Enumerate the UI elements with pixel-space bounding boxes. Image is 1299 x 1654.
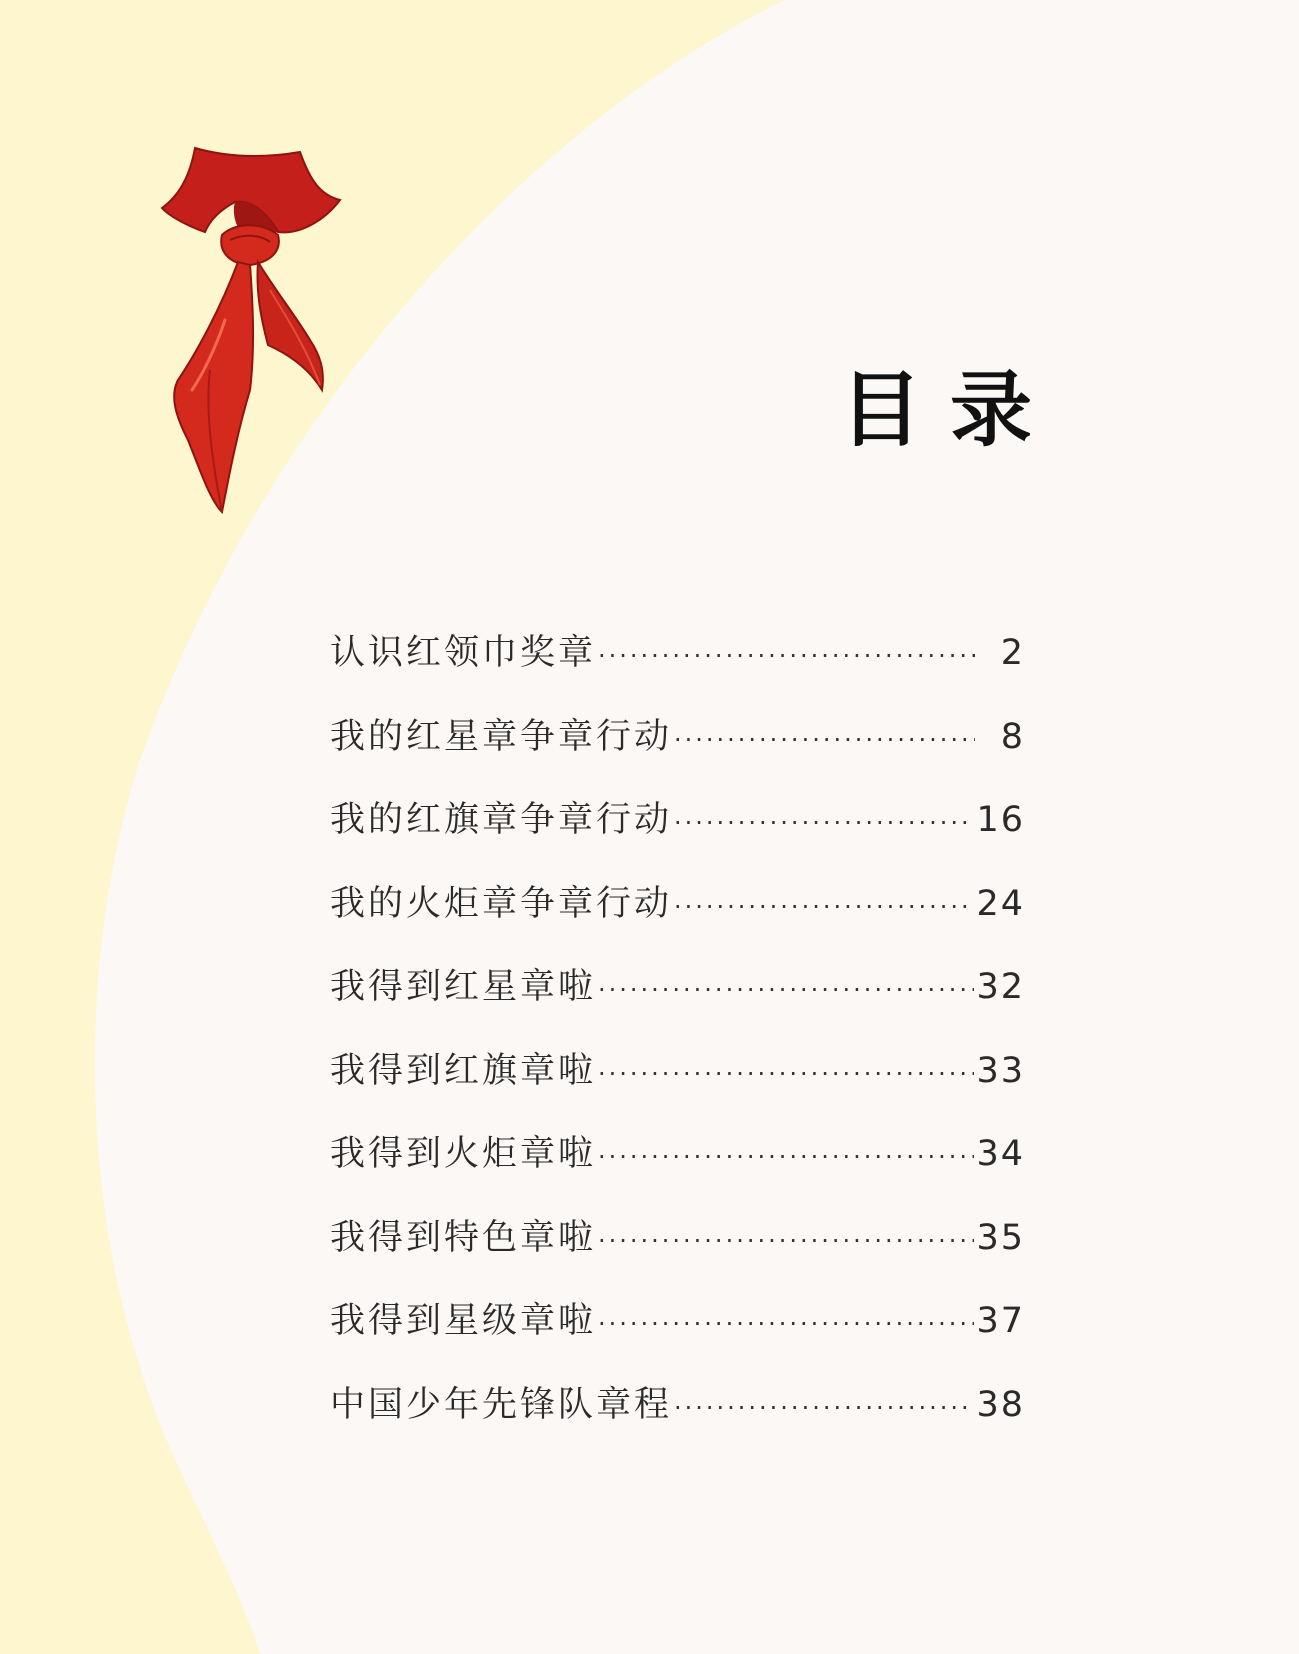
toc-entry[interactable] xyxy=(330,632,1025,716)
toc-entry[interactable] xyxy=(330,1300,1025,1384)
toc-leader-dots xyxy=(598,969,974,1011)
toc-entry[interactable] xyxy=(330,1384,1025,1468)
toc-entry-page: 32 xyxy=(976,967,1025,1007)
toc-entry[interactable] xyxy=(330,1217,1025,1301)
page-title: 目录 xyxy=(840,363,1061,458)
toc-entry-title: 认识红领巾奖章 xyxy=(330,633,597,673)
toc-entry-title: 我得到红星章啦 xyxy=(330,967,597,1007)
toc-entry-title: 我的红星章争章行动 xyxy=(330,716,673,757)
toc-entry-page: 35 xyxy=(976,1217,1025,1258)
toc-entry-page: 2 xyxy=(1000,633,1025,673)
toc-entry-page: 16 xyxy=(976,800,1025,840)
toc-entry[interactable] xyxy=(330,716,1025,800)
toc-leader-dots xyxy=(674,802,974,844)
toc-entry-title: 我得到火炬章啦 xyxy=(330,1134,597,1174)
toc-entry-page: 8 xyxy=(1000,716,1025,757)
toc-leader-dots xyxy=(598,1053,974,1095)
toc-entry-page: 37 xyxy=(976,1301,1025,1341)
toc-entry-page: 24 xyxy=(976,883,1025,924)
toc-leader-dots xyxy=(598,1220,974,1262)
toc-entry[interactable] xyxy=(330,966,1025,1050)
toc-entry-page: 34 xyxy=(976,1134,1025,1174)
table-of-contents xyxy=(330,632,1025,1467)
toc-entry-title: 我得到星级章啦 xyxy=(330,1301,597,1341)
toc-leader-dots xyxy=(674,719,975,761)
toc-entry-title: 我得到特色章啦 xyxy=(330,1217,597,1258)
toc-entry-page: 38 xyxy=(976,1384,1025,1425)
toc-entry[interactable] xyxy=(330,799,1025,883)
toc-entry-title: 我的红旗章争章行动 xyxy=(330,800,673,840)
toc-leader-dots xyxy=(674,1387,974,1429)
toc-leader-dots xyxy=(598,1303,974,1345)
toc-leader-dots xyxy=(598,635,975,677)
toc-entry[interactable] xyxy=(330,883,1025,967)
toc-entry-title: 我的火炬章争章行动 xyxy=(330,883,673,924)
toc-entry[interactable] xyxy=(330,1050,1025,1134)
toc-entry-title: 我得到红旗章啦 xyxy=(330,1050,597,1091)
toc-entry-title: 中国少年先锋队章程 xyxy=(330,1384,673,1425)
toc-entry[interactable] xyxy=(330,1133,1025,1217)
toc-leader-dots xyxy=(598,1136,974,1178)
toc-entry-page: 33 xyxy=(976,1050,1025,1091)
toc-leader-dots xyxy=(674,886,974,928)
red-scarf-icon xyxy=(150,140,350,540)
